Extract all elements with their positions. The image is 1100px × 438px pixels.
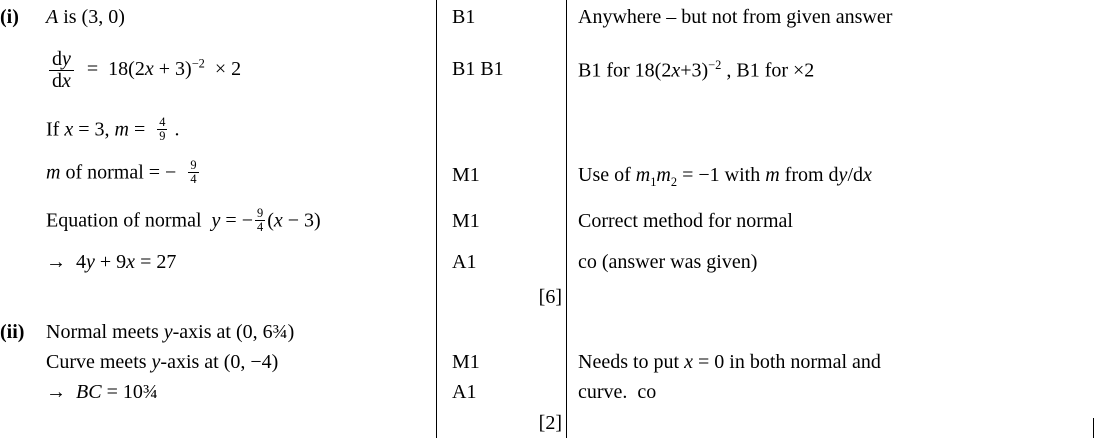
note-text: curve. co [578, 381, 657, 403]
column-divider-marks [436, 0, 437, 438]
part-label-i: (i) [0, 6, 19, 28]
part-total-ii: [2] [538, 412, 562, 434]
work-line: A is (3, 0) [46, 6, 125, 28]
note-text: Use of $m_1m_2 = -1$ with m from dy/dx [578, 164, 872, 189]
mark-code: B1 B1 [452, 58, 504, 80]
work-line: $\frac{dy}{dx}$ = $18(2x + 3)^{-2} \times 2$ [46, 49, 432, 92]
work-line: Curve meets y-axis at (0, −4) [46, 351, 279, 373]
work-line: → 4y + 9x = 27 [46, 251, 177, 273]
part-label-ii: (ii) [0, 321, 25, 343]
mark-code: B1 [452, 6, 476, 28]
mark-code: M1 [452, 164, 480, 186]
note-text: Anywhere – but not from given answer [578, 6, 893, 28]
work-line: m of normal = − $\frac{9}{4}$ [46, 158, 197, 187]
note-text: Needs to put x = 0 in both normal and [578, 351, 881, 373]
note-text: B1 for $18(2x+3)^{-2}$ , B1 for ×2 [578, 58, 815, 82]
work-line: → BC = 10¾ [46, 381, 158, 403]
mark-code: M1 [452, 210, 480, 232]
column-divider-notes [566, 0, 567, 438]
note-text: Correct method for normal [578, 210, 793, 232]
note-text: co (answer was given) [578, 251, 758, 273]
mark-code: M1 [452, 351, 480, 373]
work-line: Normal meets y-axis at (0, 6¾) [46, 321, 295, 343]
part-total-i: [6] [538, 286, 562, 308]
right-edge-rule [1093, 418, 1094, 438]
mark-code: A1 [452, 381, 477, 403]
mark-code: A1 [452, 251, 477, 273]
work-line: Equation of normal y = − $\frac{9}{4}$ (x − 3) [46, 206, 321, 235]
work-line: If x = 3, m = $\frac{4}{9}$ . [46, 115, 180, 144]
